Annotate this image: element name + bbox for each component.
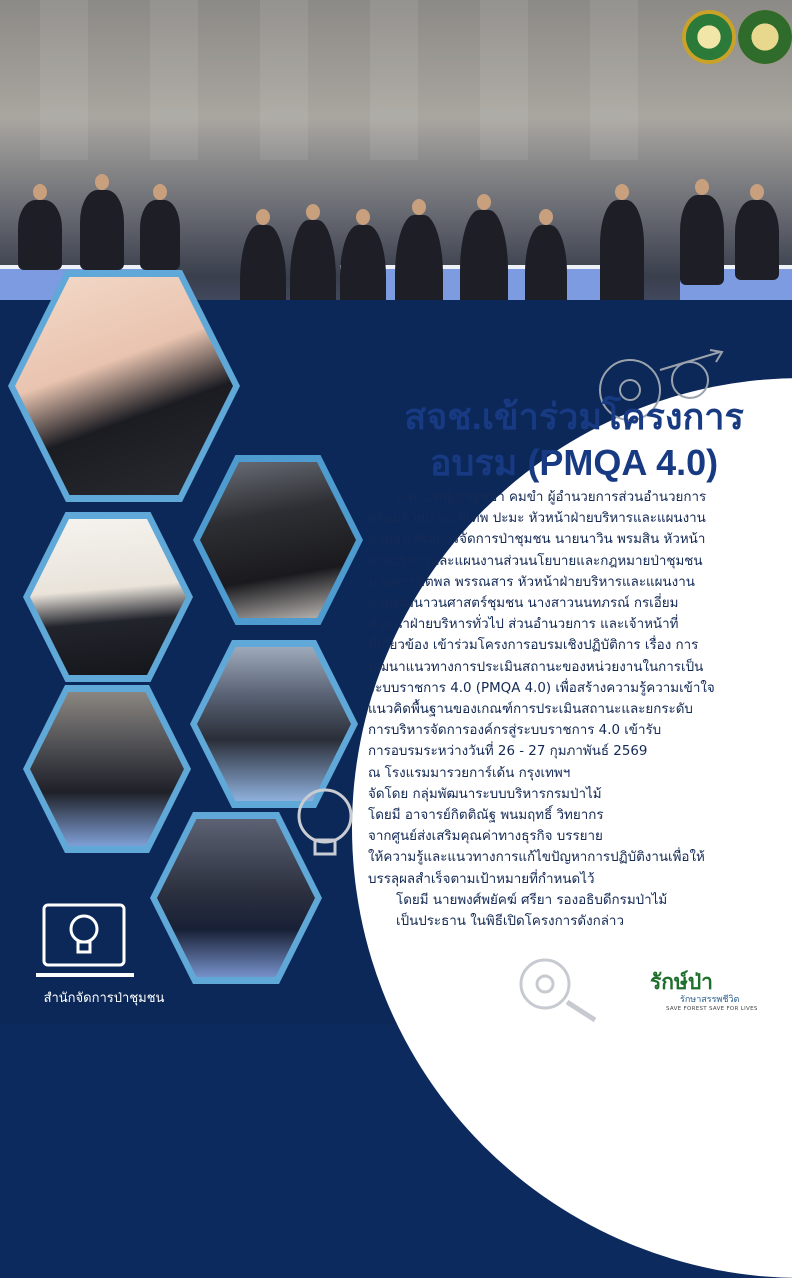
wall-panel — [40, 0, 88, 160]
forest-department-logo — [738, 10, 792, 64]
body-line: ส.ต.อ.หญิงณัฐชยา คมขำ ผู้อำนวยการส่วนอำนวยการ — [396, 490, 707, 505]
wall-panel — [150, 0, 198, 160]
body-line: ระบบราชการ 4.0 (PMQA 4.0) เพื่อสร้างความรู้ความเข้าใจ — [368, 680, 715, 696]
attendee — [735, 200, 779, 280]
attendee — [600, 200, 644, 310]
news-body — [368, 487, 784, 932]
save-forest-logo — [650, 966, 770, 1016]
body-line: การบริหารจัดการองค์กรสู่ระบบราชการ 4.0 เข้ารับ — [368, 723, 662, 739]
body-line: ที่เกี่ยวข้อง เข้าร่วมโครงการอบรมเชิงปฏิบัติการ เรื่อง การ — [368, 638, 699, 654]
brand-tagline: SAVE FOREST SAVE FOR LIVES — [666, 1006, 758, 1012]
body-line: ฝ่ายบริหารและแผนงานส่วนนโยบายและกฎหมายป่าชุมชน — [368, 553, 703, 569]
body-line: พัฒนาแนวทางการประเมินสถานะของหน่วยงานในการเป็น — [368, 659, 704, 675]
body-line: ณ โรงแรมมารวยการ์เด้น กรุงเทพฯ — [368, 765, 571, 781]
body-line: แนวคิดพื้นฐานของเกณฑ์การประเมินสถานะและยกระดับ — [368, 702, 693, 718]
org-label: สำนักจัดการป่าชุมชน — [43, 991, 165, 1006]
body-line: ส่วนส่งเสริมการจัดการป่าชุมชน นายนาวิน พรมสิน หัวหน้า — [368, 532, 706, 548]
body-line: ส่วนพัฒนาวนศาสตร์ชุมชน นางสาวนนทภรณ์ กรเอี่ยม — [368, 596, 679, 612]
wall-panel — [370, 0, 418, 160]
body-line: จัดโดย กลุ่มพัฒนาระบบบริหารกรมป่าไม้ — [368, 786, 602, 802]
body-line: ให้ความรู้และแนวทางการแก้ไขปัญหาการปฏิบัติงานเพื่อให้ — [368, 850, 705, 866]
gear-search-icon — [505, 940, 605, 1024]
body-line: หัวหน้าฝ่ายบริหารทั่วไป ส่วนอำนวยการ และเจ้าหน้าที่ — [368, 617, 679, 633]
seal-logo — [682, 10, 736, 64]
wall-panel — [590, 0, 638, 160]
closing-line: เป็นประธาน ในพิธีเปิดโครงการดังกล่าว — [396, 914, 624, 930]
brand-main: รักษ์ป่า — [650, 970, 713, 994]
body-line: บรรลุผลสำเร็จตามเป้าหมายที่กำหนดไว้ — [368, 871, 595, 887]
laptop-lightbulb-icon — [36, 895, 146, 985]
title-line-1: สจช.เข้าร่วมโครงการ — [404, 396, 744, 437]
brand-sub: รักษาสรรพชีวิต — [680, 995, 740, 1005]
page-title — [368, 394, 780, 486]
attendee — [680, 195, 724, 285]
body-line: จากศูนย์ส่งเสริมคุณค่าทางธุรกิจ บรรยาย — [368, 829, 603, 845]
attendee — [18, 200, 62, 270]
wall-panel — [480, 0, 528, 160]
body-line: พร้อมด้วยนายอดิเทพ ปะมะ หัวหน้าฝ่ายบริหารและแผนงาน — [368, 511, 706, 527]
body-line: โดยมี อาจารย์กิตติณัฐ พนมฤทธิ์ วิทยากร — [368, 808, 604, 824]
title-line-2: อบรม (PMQA 4.0) — [429, 442, 719, 483]
body-line: นายครรชิตพล พรรณสาร หัวหน้าฝ่ายบริหารและแผนงาน — [368, 574, 695, 590]
body-line: การอบรมระหว่างวันที่ 26 - 27 กุมภาพันธ์ 2569 — [368, 744, 648, 760]
org-block — [24, 895, 174, 1015]
wall-panel — [260, 0, 308, 160]
lightbulb-icon — [285, 778, 365, 868]
closing-line: โดยมี นายพงศ์พยัคฆ์ ศรียา รองอธิบดีกรมป่าไม้ — [396, 892, 668, 908]
attendee — [80, 190, 124, 270]
attendee — [140, 200, 180, 270]
